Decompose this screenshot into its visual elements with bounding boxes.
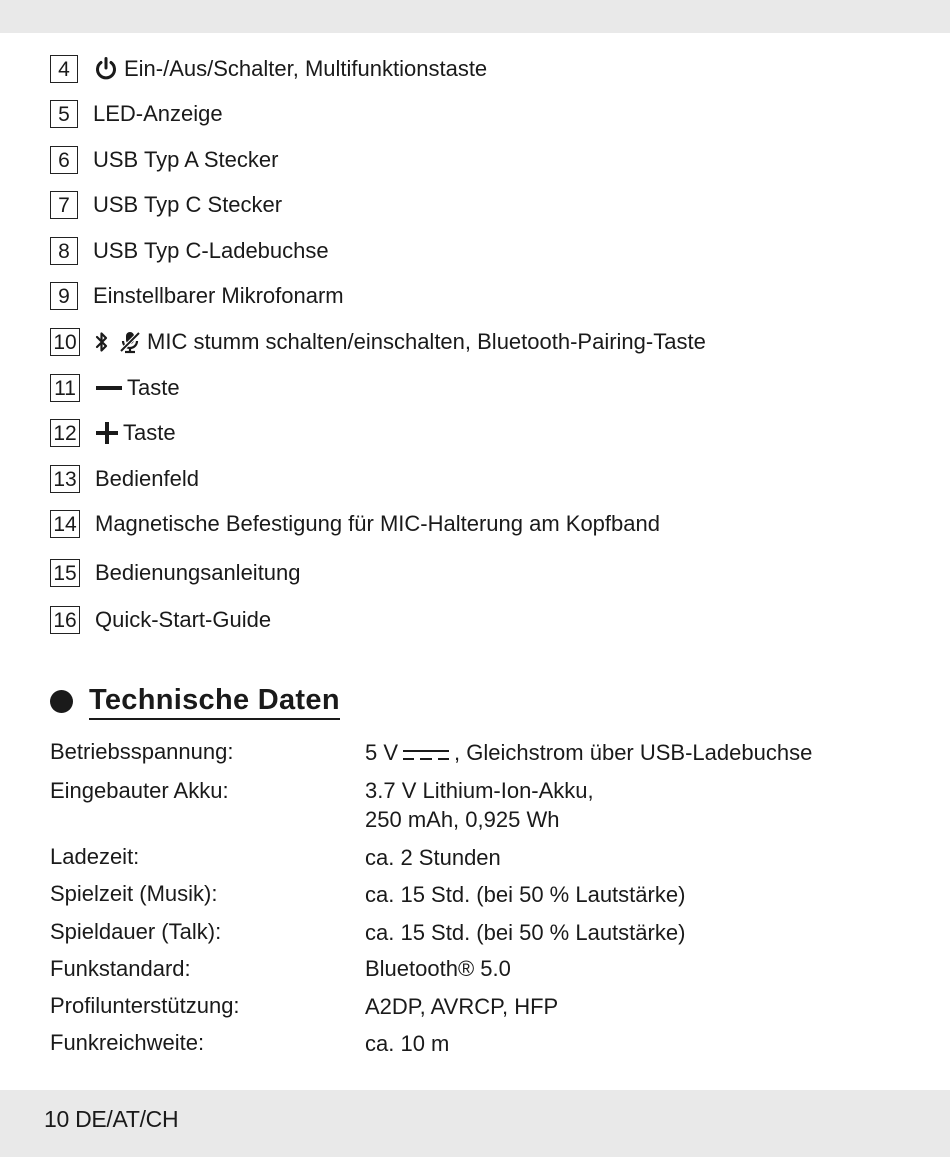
item-label: Bedienfeld (95, 466, 199, 491)
spec-label: Spieldauer (Talk): (50, 919, 222, 944)
spec-value (365, 738, 812, 769)
header-band (0, 0, 950, 33)
item-number: 7 (50, 191, 78, 219)
item-label: Taste (127, 375, 180, 400)
spec-value-text: , Gleichstrom über USB-Ladebuchse (454, 740, 813, 765)
item-number: 9 (50, 282, 78, 310)
item-label: Quick-Start-Guide (95, 607, 272, 632)
spec-label: Funkreichweite: (50, 1030, 205, 1055)
item-number: 15 (50, 559, 80, 587)
item-label: Ein-/Aus/Schalter, Multifunktionstaste (124, 56, 488, 81)
item-number: 10 (50, 328, 80, 356)
item-label: LED-Anzeige (93, 101, 223, 126)
spec-value: ca. 10 m (365, 1031, 450, 1056)
item-label: Magnetische Befestigung für MIC-Halterung am Kopfband (95, 511, 660, 536)
list-item-8 (50, 236, 329, 266)
item-label: Einstellbarer Mikrofonarm (93, 283, 344, 308)
section-heading (50, 683, 340, 720)
item-number: 6 (50, 146, 78, 174)
list-item-5 (50, 99, 223, 129)
list-item-15 (50, 558, 301, 588)
list-item-7 (50, 190, 282, 220)
list-item-16 (50, 605, 271, 635)
item-label: MIC stumm schalten/einschalten, Bluetooth-Pairing-Taste (147, 329, 706, 354)
spec-label: Eingebauter Akku: (50, 778, 229, 803)
spec-label: Betriebsspannung: (50, 739, 234, 764)
page-footer: 10 DE/AT/CH (44, 1106, 179, 1132)
spec-label: Ladezeit: (50, 844, 140, 869)
spec-value-line2: 250 mAh, 0,925 Wh (365, 807, 560, 832)
item-label: Taste (123, 420, 176, 445)
item-number: 13 (50, 465, 80, 493)
power-icon (93, 56, 119, 82)
item-number: 8 (50, 237, 78, 265)
list-item-9 (50, 281, 344, 311)
item-number: 16 (50, 606, 80, 634)
list-item-10 (50, 327, 706, 357)
item-number: 12 (50, 419, 80, 447)
spec-value: ca. 15 Std. (bei 50 % Lautstärke) (365, 882, 686, 907)
item-number: 4 (50, 55, 78, 83)
bullet-icon (50, 690, 73, 713)
spec-value: 3.7 V Lithium-Ion-Akku, (365, 778, 594, 803)
spec-label: Profilunterstützung: (50, 993, 240, 1018)
spec-value: ca. 2 Stunden (365, 845, 501, 870)
spec-label: Spielzeit (Musik): (50, 881, 218, 906)
item-label: USB Typ A Stecker (93, 147, 279, 172)
minus-icon (95, 376, 123, 400)
list-item-11 (50, 373, 180, 403)
spec-label: Funkstandard: (50, 956, 191, 981)
bluetooth-icon (95, 330, 109, 354)
item-number: 11 (50, 374, 80, 402)
spec-value: Bluetooth® 5.0 (365, 956, 511, 981)
list-item-4 (50, 54, 487, 84)
spec-value: A2DP, AVRCP, HFP (365, 994, 559, 1019)
dc-symbol-icon (402, 740, 450, 769)
item-label: USB Typ C Stecker (93, 192, 283, 217)
list-item-13 (50, 464, 199, 494)
spec-value: ca. 15 Std. (bei 50 % Lautstärke) (365, 920, 686, 945)
section-title: Technische Daten (89, 683, 340, 720)
list-item-14 (50, 509, 660, 539)
item-label: Bedienungsanleitung (95, 560, 301, 585)
list-item-12 (50, 418, 176, 448)
item-number: 5 (50, 100, 78, 128)
mic-mute-icon (118, 330, 142, 354)
item-number: 14 (50, 510, 80, 538)
spec-value-prefix: 5 V (365, 740, 399, 765)
list-item-6 (50, 145, 278, 175)
plus-icon (95, 421, 119, 445)
item-label: USB Typ C-Ladebuchse (93, 238, 329, 263)
